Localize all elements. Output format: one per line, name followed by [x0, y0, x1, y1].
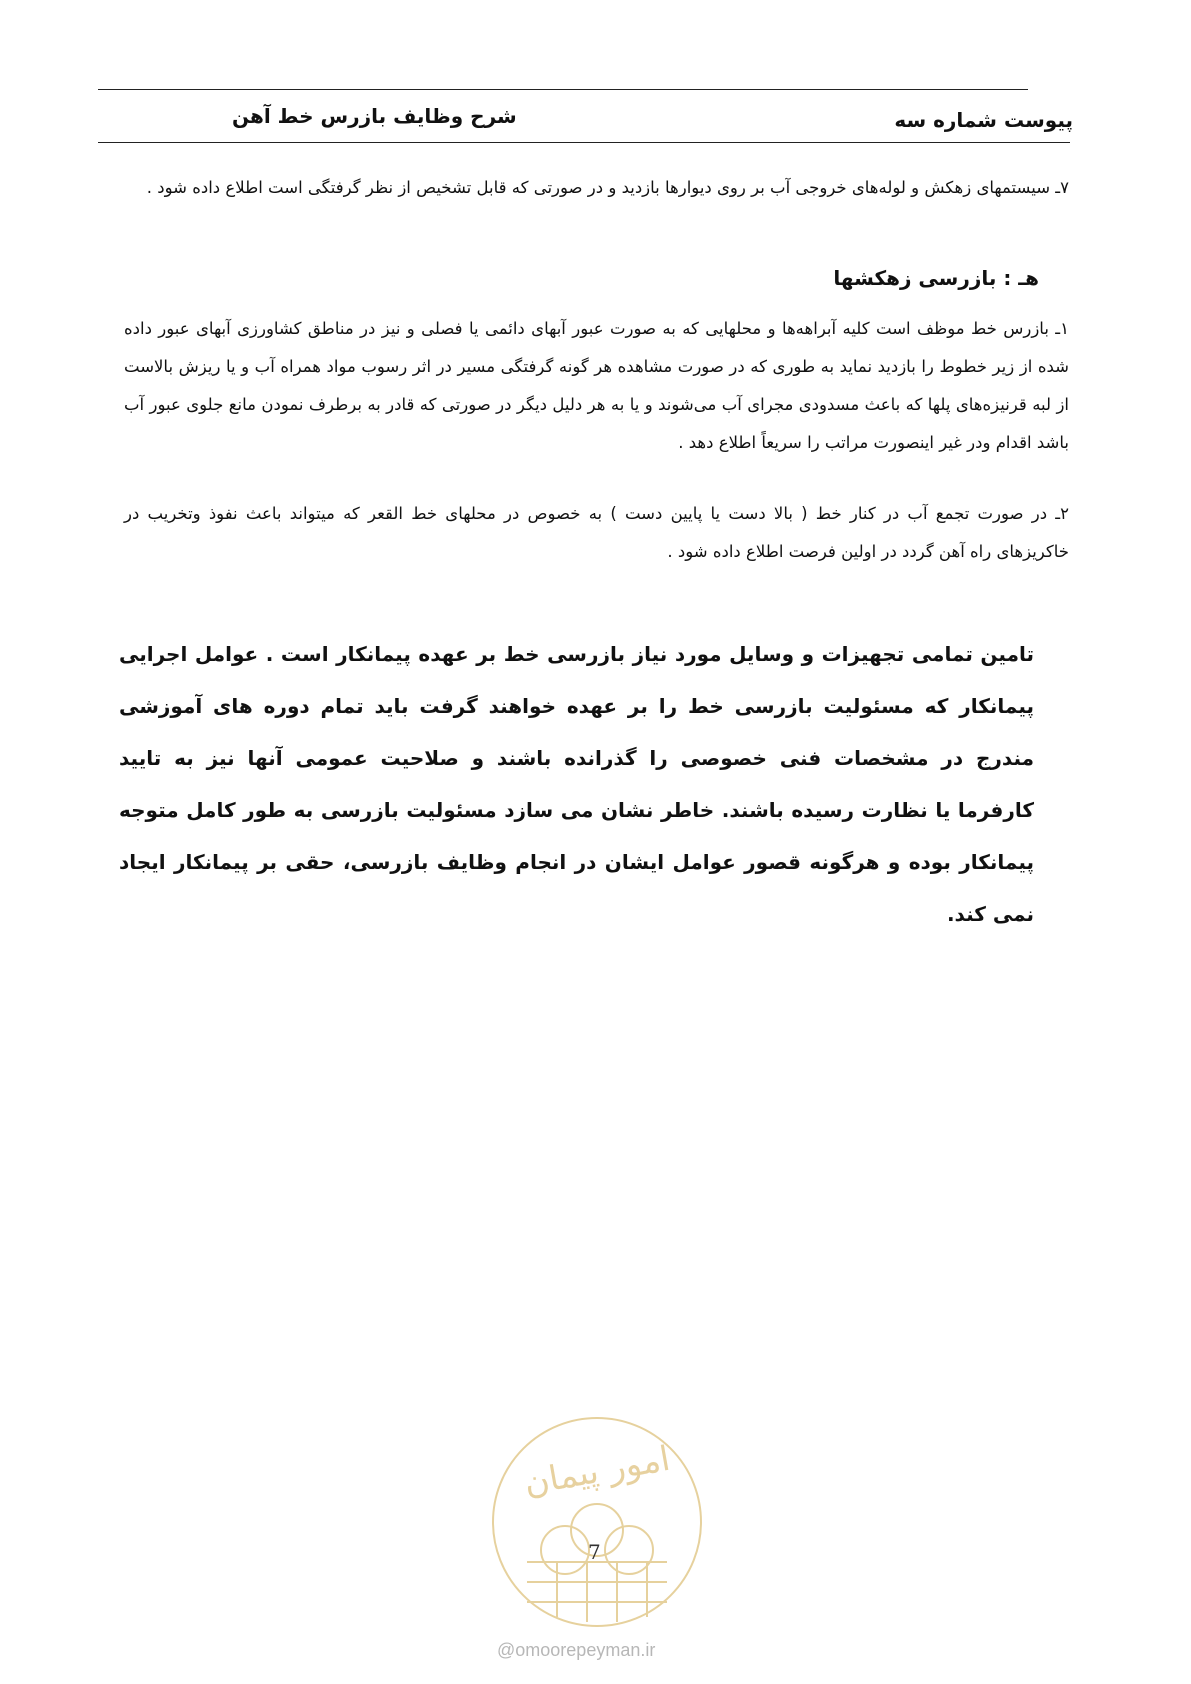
item-7-paragraph: ۷ـ سیستمهای زهکش و لوله‌های خروجی آب بر روی دیوارها بازدید و در صورتی که قابل تشخیص از نظر گرفتگی است اطلاع داده شود . [146, 178, 1069, 197]
header-appendix-title: پیوست شماره سه [894, 108, 1073, 132]
header-bottom-rule [98, 142, 1070, 143]
watermark-text: امور پیمان [521, 1438, 674, 1504]
contractor-responsibility-paragraph: تامین تمامی تجهیزات و وسایل مورد نیاز بازرسی خط بر عهده پیمانکار است . عوامل اجرایی پیمانکار که مسئولیت بازرسی خط را بر عهده خواهند گرفت باید تمام دوره های آموزشی مندرج در مشخصات فنی خصوصی را گذرانده باشند و صلاحیت عمومی آنها نیز به تایید کارفرما یا نظارت رسیده باشند. خاطر نشان می سازد مسئولیت بازرسی به طور کامل متوجه پیمانکار بوده و هرگونه قصور عوامل ایشان در انجام وظایف بازرسی، حقی بر پیمانکار ایجاد نمی کند. [119, 642, 1034, 926]
header-top-rule [98, 89, 1028, 90]
watermark-logo-icon [487, 1412, 707, 1632]
page-number: 7 [588, 1540, 601, 1564]
header-document-title: شرح وظایف بازرس خط آهن [232, 104, 517, 128]
item-1-paragraph: ۱ـ بازرس خط موظف است کلیه آبراهه‌ها و محلهایی که به صورت عبور آبهای دائمی یا فصلی و نیز در مناطق کشاورزی آبهای عبور داده شده از زیر خطوط را بازدید نماید به طوری که در صورت مشاهده هر گونه گرفتگی مسیر در اثر رسوب مواد همراه آب و یا ریزش بالاست از لبه قرنیزه‌های پلها که باعث مسدودی مجرای آب می‌شوند و یا به هر دلیل دیگر در صورتی که قادر به برطرف نمودن مانع جلوی عبور آب باشد اقدام ودر غیر اینصورت مراتب را سریعاً اطلاع دهد . [124, 319, 1069, 452]
watermark-website: @omoorepeyman.ir [497, 1640, 656, 1660]
item-2-paragraph: ۲ـ در صورت تجمع آب در کنار خط ( بالا دست یا پایین دست ) به خصوص در محلهای خط القعر که میتواند باعث نفوذ وتخریب در خاکریزهای راه آهن گردد در اولین فرصت اطلاع داده شود . [124, 504, 1069, 561]
section-heading: هـ : بازرسی زهکشها [833, 266, 1039, 290]
